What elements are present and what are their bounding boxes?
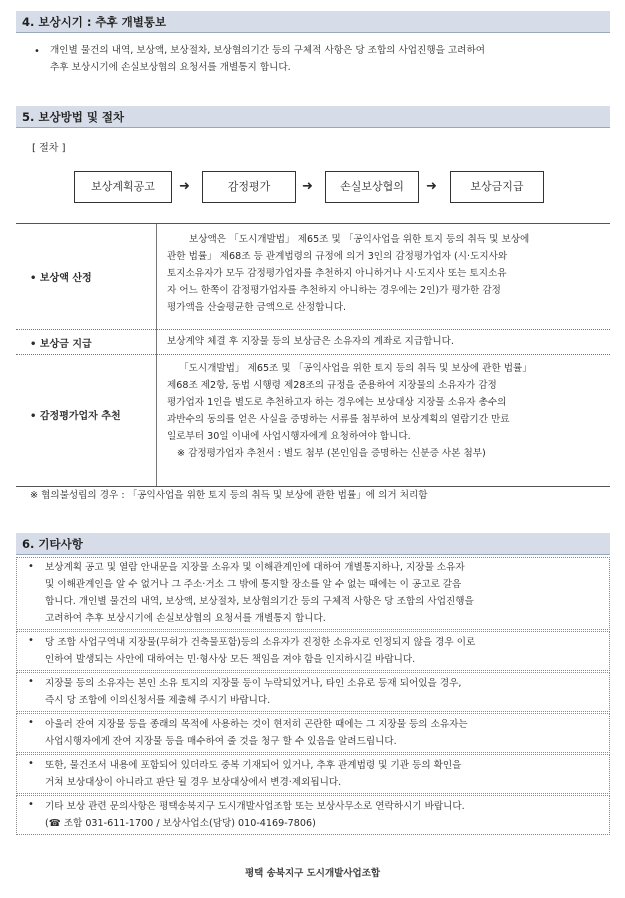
- section6-item: [16, 631, 610, 671]
- section6-heading: 6. 기타사항: [16, 533, 610, 555]
- row-line: 과반수의 동의를 얻은 사실을 증명하는 서류를 첨부하여 보상계획의 열람기간 만료: [167, 414, 510, 425]
- row-line: 토지소유자가 모두 감정평가업자를 추천하지 아니하거나 시·도지사 또는 토지소유: [167, 268, 507, 279]
- item-line: 보상계획 공고 및 열람 안내문을 지장물 소유자 및 이해관계인에 대하여 개별통지하나, 지장물 소유자: [45, 562, 465, 573]
- flow-arrow-icon: ➜: [179, 179, 190, 194]
- item-text: [45, 757, 605, 791]
- flow-step-appraisal: 감정평가: [202, 171, 296, 203]
- item-bullet: •: [28, 561, 34, 572]
- row-text: [167, 231, 601, 316]
- procedure-table: [16, 223, 610, 487]
- section6-item: [16, 713, 610, 753]
- section6-item: [16, 557, 610, 630]
- item-line: 인하여 발생되는 사안에 대하여는 민·형사상 모든 책임을 져야 함을 인지하시길 바랍니다.: [45, 654, 416, 665]
- item-line: 및 이해관계인을 알 수 없거나 그 주소·거소 그 밖에 통지할 장소를 알 수 없는 때에는 이 공고로 갈음: [45, 579, 462, 590]
- section4-heading: 4. 보상시기 : 추후 개별통보: [16, 11, 610, 33]
- item-line: 아울러 잔여 지장물 등을 종래의 목적에 사용하는 것이 현저히 곤란한 때에는 그 지장물 등의 소유자는: [45, 719, 468, 730]
- row-text: [167, 360, 601, 462]
- section4-line: 추후 보상시기에 손실보상협의 요청서를 개별통지 합니다.: [50, 62, 291, 73]
- row-line: 자 어느 한쪽이 감정평가업자를 추천하지 아니하는 경우에는 2인)가 평가한 감정: [167, 285, 501, 296]
- section4-text: [50, 42, 610, 76]
- row-line: 평가업자 1인을 별도로 추천하고자 하는 경우에는 보상대상 지장물 소유자 총수의: [167, 397, 507, 408]
- item-text: [45, 675, 605, 709]
- flow-step-announcement: 보상계획공고: [74, 171, 172, 203]
- row-label: • 보상금 지급: [30, 339, 92, 350]
- row-text: [167, 333, 601, 350]
- section4-line: 개인별 물건의 내역, 보상액, 보상절차, 보상협의기간 등의 구체적 사항은 당 조합의 사업진행을 고려하여: [50, 45, 485, 56]
- item-line: 즉시 당 조합에 이의신청서를 제출해 주시기 바랍니다.: [45, 695, 271, 706]
- item-line: 고려하여 추후 보상시기에 손실보상협의 요청서를 개별통지 합니다.: [45, 613, 326, 624]
- section5-note: ※ 협의불성립의 경우 : 「공익사업을 위한 토지 등의 취득 및 보상에 관한 법률」에 의거 처리함: [30, 490, 428, 501]
- section6-item: [16, 754, 610, 794]
- row-line: 관한 법률」 제68조 등 관계법령의 규정에 의거 3인의 감정평가업자 (시·도지사와: [167, 251, 508, 262]
- section6-item: [16, 672, 610, 712]
- item-bullet: •: [28, 676, 34, 687]
- item-bullet: •: [28, 758, 34, 769]
- row-line: 보상액은 「도시개발법」 제65조 및 「공익사업을 위한 토지 등의 취득 및 보상에: [189, 234, 530, 245]
- row-line: 「도시개발법」 제65조 및 「공익사업을 위한 토지 등의 취득 및 보상에 관한 법률」: [179, 363, 532, 374]
- row-label: • 보상액 산정: [30, 273, 92, 284]
- item-text: [45, 634, 605, 668]
- row-line: 제68조 제2항, 동법 시행령 제28조의 규정을 준용하여 지장물의 소유자가 감정: [167, 380, 497, 391]
- flow-step-negotiation: 손실보상협의: [325, 171, 419, 203]
- item-bullet: •: [28, 717, 34, 728]
- item-bullet: •: [28, 799, 34, 810]
- flow-step-payment: 보상금지급: [450, 171, 544, 203]
- section5-heading: 5. 보상방법 및 절차: [16, 106, 610, 128]
- row-separator: [16, 329, 610, 330]
- section6-item: [16, 795, 610, 835]
- item-text: [45, 559, 605, 627]
- item-line: 사업시행자에게 잔여 지장물 등을 매수하여 줄 것을 청구 할 수 있음을 알려드립니다.: [45, 736, 397, 747]
- row-label: • 감정평가업자 추천: [30, 411, 121, 422]
- flow-arrow-icon: ➜: [302, 179, 313, 194]
- item-bullet: •: [28, 635, 34, 646]
- item-line: 당 조합 사업구역내 지장물(무허가 건축물포함)등의 소유자가 진정한 소유자로 인정되지 않을 경우 이로: [45, 637, 476, 648]
- item-line: 지장물 등의 소유자는 본인 소유 토지의 지장물 등이 누락되었거나, 타인 소유로 등재 되어있을 경우,: [45, 678, 462, 689]
- row-line: 일로부터 30일 이내에 사업시행자에게 요청하여야 합니다.: [167, 431, 411, 442]
- flow-arrow-icon: ➜: [426, 179, 437, 194]
- row-separator: [16, 354, 610, 355]
- table-divider: [156, 224, 157, 486]
- procedure-label: [ 절차 ]: [32, 143, 66, 154]
- contact-line: (☎ 조합 031-611-1700 / 보상사업소(담당) 010-4169-7806): [45, 818, 316, 829]
- row-line: ※ 감정평가업자 추천서 : 별도 첨부 (본인임을 증명하는 신분증 사본 첨부): [177, 448, 486, 459]
- item-text: [45, 798, 605, 832]
- item-line: 또한, 물건조서 내용에 포함되어 있더라도 중복 기재되어 있거나, 추후 관계법령 및 기관 등의 확인을: [45, 760, 462, 771]
- row-line: 보상계약 체결 후 지장물 등의 보상금은 소유자의 계좌로 지급합니다.: [167, 336, 454, 347]
- item-line: 기타 보상 관련 문의사항은 평택송북지구 도시개발사업조합 또는 보상사무소로 연락하시기 바랍니다.: [45, 801, 465, 812]
- section4-bullet: •: [34, 46, 40, 57]
- page-footer: 평택 송북지구 도시개발사업조합: [244, 868, 381, 879]
- item-text: [45, 716, 605, 750]
- row-line: 평가액을 산술평균한 금액으로 산정합니다.: [167, 302, 347, 313]
- item-line: 거쳐 보상대상이 아니라고 판단 될 경우 보상대상에서 변경·제외됩니다.: [45, 777, 342, 788]
- item-line: 합니다. 개인별 물건의 내역, 보상액, 보상절차, 보상협의기간 등의 구체적 사항은 당 조합의 사업진행을: [45, 596, 474, 607]
